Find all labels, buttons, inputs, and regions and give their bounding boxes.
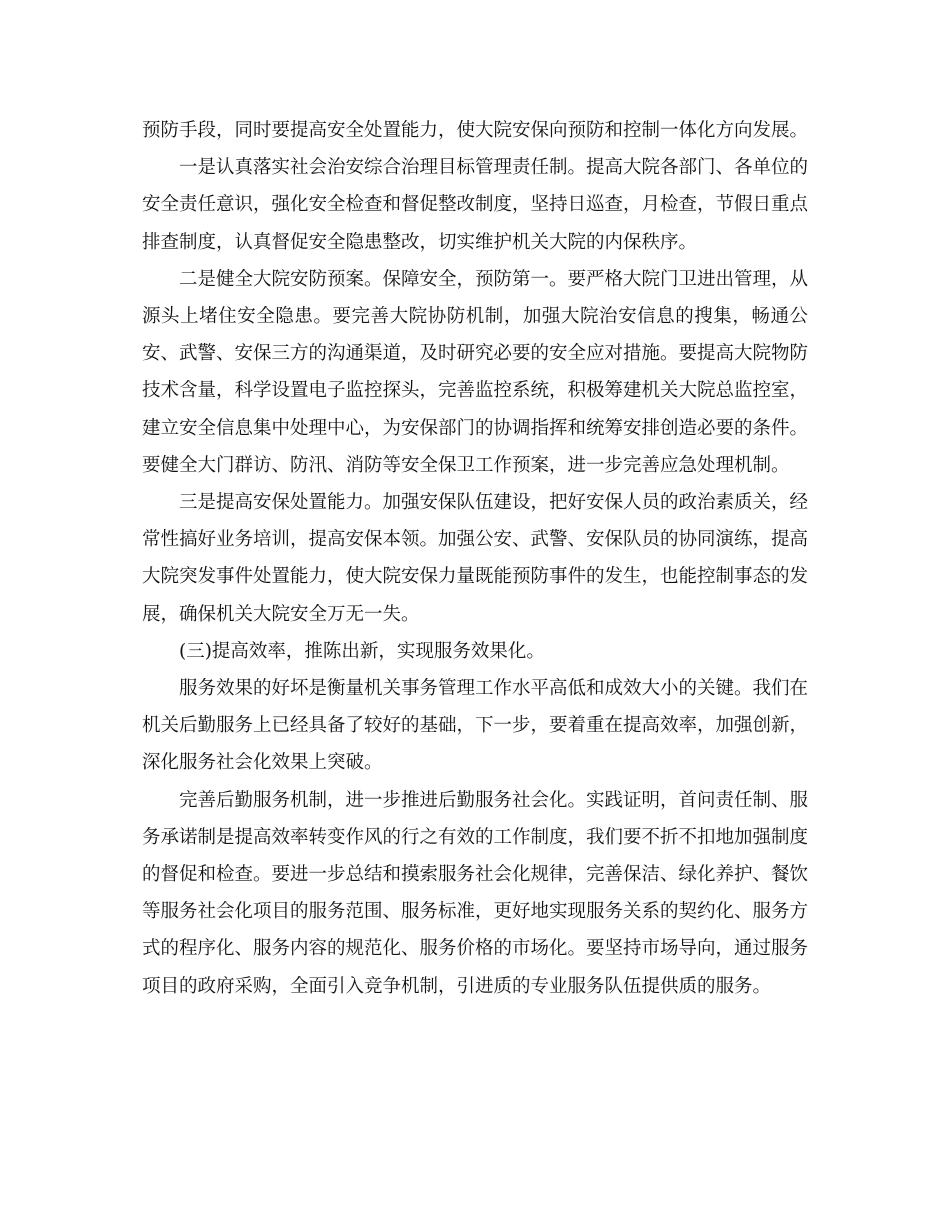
paragraph-6: 服务效果的好坏是衡量机关事务管理工作水平高低和成效大小的关键。我们在机关后勤服务上已经具备了较好的基础，下一步，要着重在提高效率，加强创新，深化服务社会化效果上突破。 bbox=[142, 678, 809, 774]
paragraph-1: 预防手段，同时要提高安全处置能力，使大院安保向预防和控制一体化方向发展。 bbox=[142, 120, 809, 141]
section-heading: (三)提高效率，推陈出新，实现服务效果化。 bbox=[179, 640, 545, 662]
paragraph-4: 三是提高安保处置能力。加强安保队伍建设，把好安保人员的政治素质关，经常性搞好业务培训，提高安保本领。加强公安、武警、安保队员的协同演练，提高大院突发事件处置能力，使大院安保力量既能预防事件的发生，也能控制事态的发展，确保机关大院安全万无一失。 bbox=[142, 492, 809, 625]
paragraph-2: 一是认真落实社会治安综合治理目标管理责任制。提高大院各部门、各单位的安全责任意识，强化安全检查和督促整改制度，坚持日巡查，月检查，节假日重点排查制度，认真督促安全隐患整改，切实维护机关大院的内保秩序。 bbox=[142, 157, 809, 253]
paragraph-7: 完善后勤服务机制，进一步推进后勤服务社会化。实践证明，首问责任制、服务承诺制是提高效率转变作风的行之有效的工作制度，我们要不折不扣地加强制度的督促和检查。要进一步总结和摸索服务社会化规律，完善保洁、绿化养护、餐饮等服务社会化项目的服务范围、服务标准，更好地实现服务关系的契约化、服务方式的程序化、服务内容的规范化、服务价格的市场化。要坚持市场导向，通过服务项目的政府采购，全面引入竞争机制，引进质的专业服务队伍提供质的服务。 bbox=[142, 789, 809, 997]
paragraph-3: 二是健全大院安防预案。保障安全，预防第一。要严格大院门卫进出管理，从源头上堵住安全隐患。要完善大院协防机制，加强大院治安信息的搜集，畅通公安、武警、安保三方的沟通渠道，及时研究必要的安全应对措施。要提高大院物防技术含量，科学设置电子监控探头，完善监控系统，积极筹建机关大院总监控室，建立安全信息集中处理中心，为安保部门的协调指挥和统筹安排创造必要的条件。要健全大门群访、防汛、消防等安全保卫工作预案，进一步完善应急处理机制。 bbox=[142, 268, 809, 476]
document-body bbox=[142, 112, 808, 1005]
